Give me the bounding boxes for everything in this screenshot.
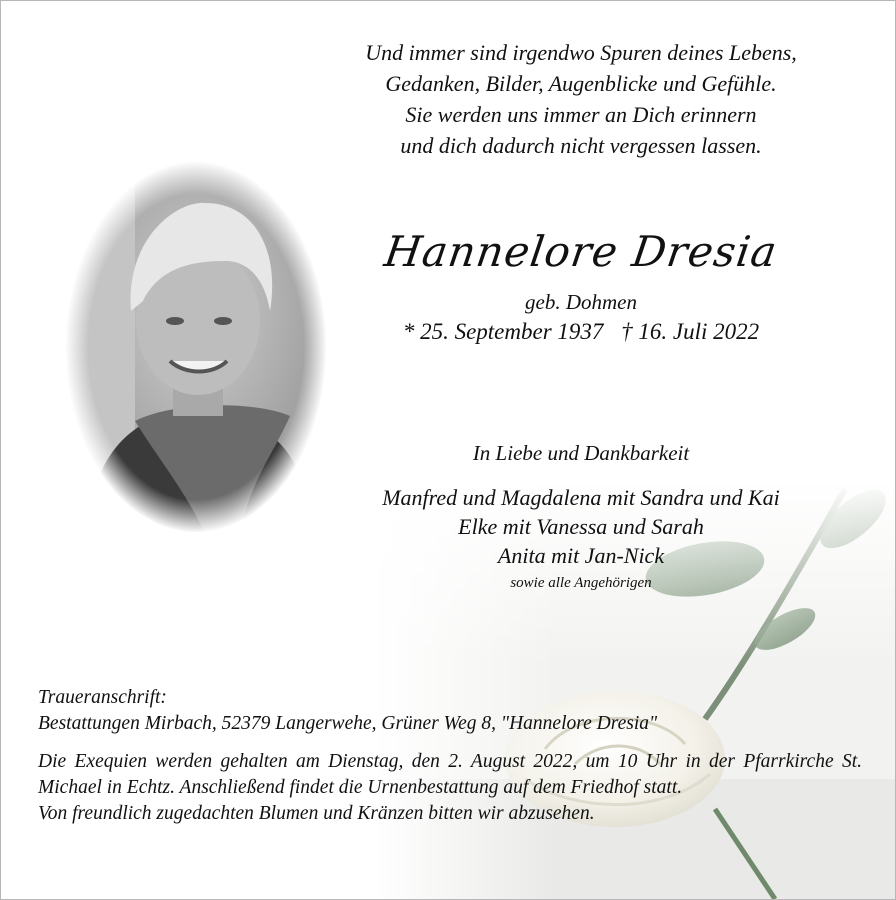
death-date: † 16. Juli 2022 — [621, 319, 760, 344]
verse-line: Sie werden uns immer an Dich erinnern — [405, 102, 757, 127]
address: Bestattungen Mirbach, 52379 Langerwehe, Grüner Weg 8, "Hannelore Dresia" — [38, 713, 658, 734]
life-dates — [331, 319, 831, 345]
flowers-note: Von freundlich zugedachten Blumen und Kränzen bitten wir abzusehen. — [38, 803, 595, 824]
mourner-line: Manfred und Magdalena mit Sandra und Kai — [382, 485, 780, 510]
deceased-name: Hannelore Dresia — [381, 227, 781, 276]
verse-line: und dich dadurch nicht vergessen lassen. — [400, 133, 762, 158]
ceremony-details: Die Exequien werden gehalten am Dienstag, den 2. August 2022, um 10 Uhr in der Pfarrkirche St. Michael in Echtz. Anschließend findet die Urnenbestattung auf dem Friedhof statt. — [38, 751, 862, 798]
gratitude-line: In Liebe und Dankbarkeit — [472, 441, 690, 465]
address-label: Traueranschrift: — [38, 687, 167, 708]
birth-name: geb. Dohmen — [525, 290, 637, 314]
funeral-info — [38, 685, 862, 827]
memorial-verse — [301, 37, 861, 161]
verse-line: Gedanken, Bilder, Augenblicke und Gefühle. — [385, 71, 777, 96]
mourners-list — [301, 483, 861, 570]
birth-date: * 25. September 1937 — [402, 319, 604, 344]
mourner-line: Elke mit Vanessa und Sarah — [458, 514, 704, 539]
portrait-photo — [65, 161, 327, 533]
mourners-others: sowie alle Angehörigen — [510, 575, 652, 591]
verse-line: Und immer sind irgendwo Spuren deines Lebens, — [365, 40, 797, 65]
mourner-line: Anita mit Jan-Nick — [497, 543, 665, 568]
